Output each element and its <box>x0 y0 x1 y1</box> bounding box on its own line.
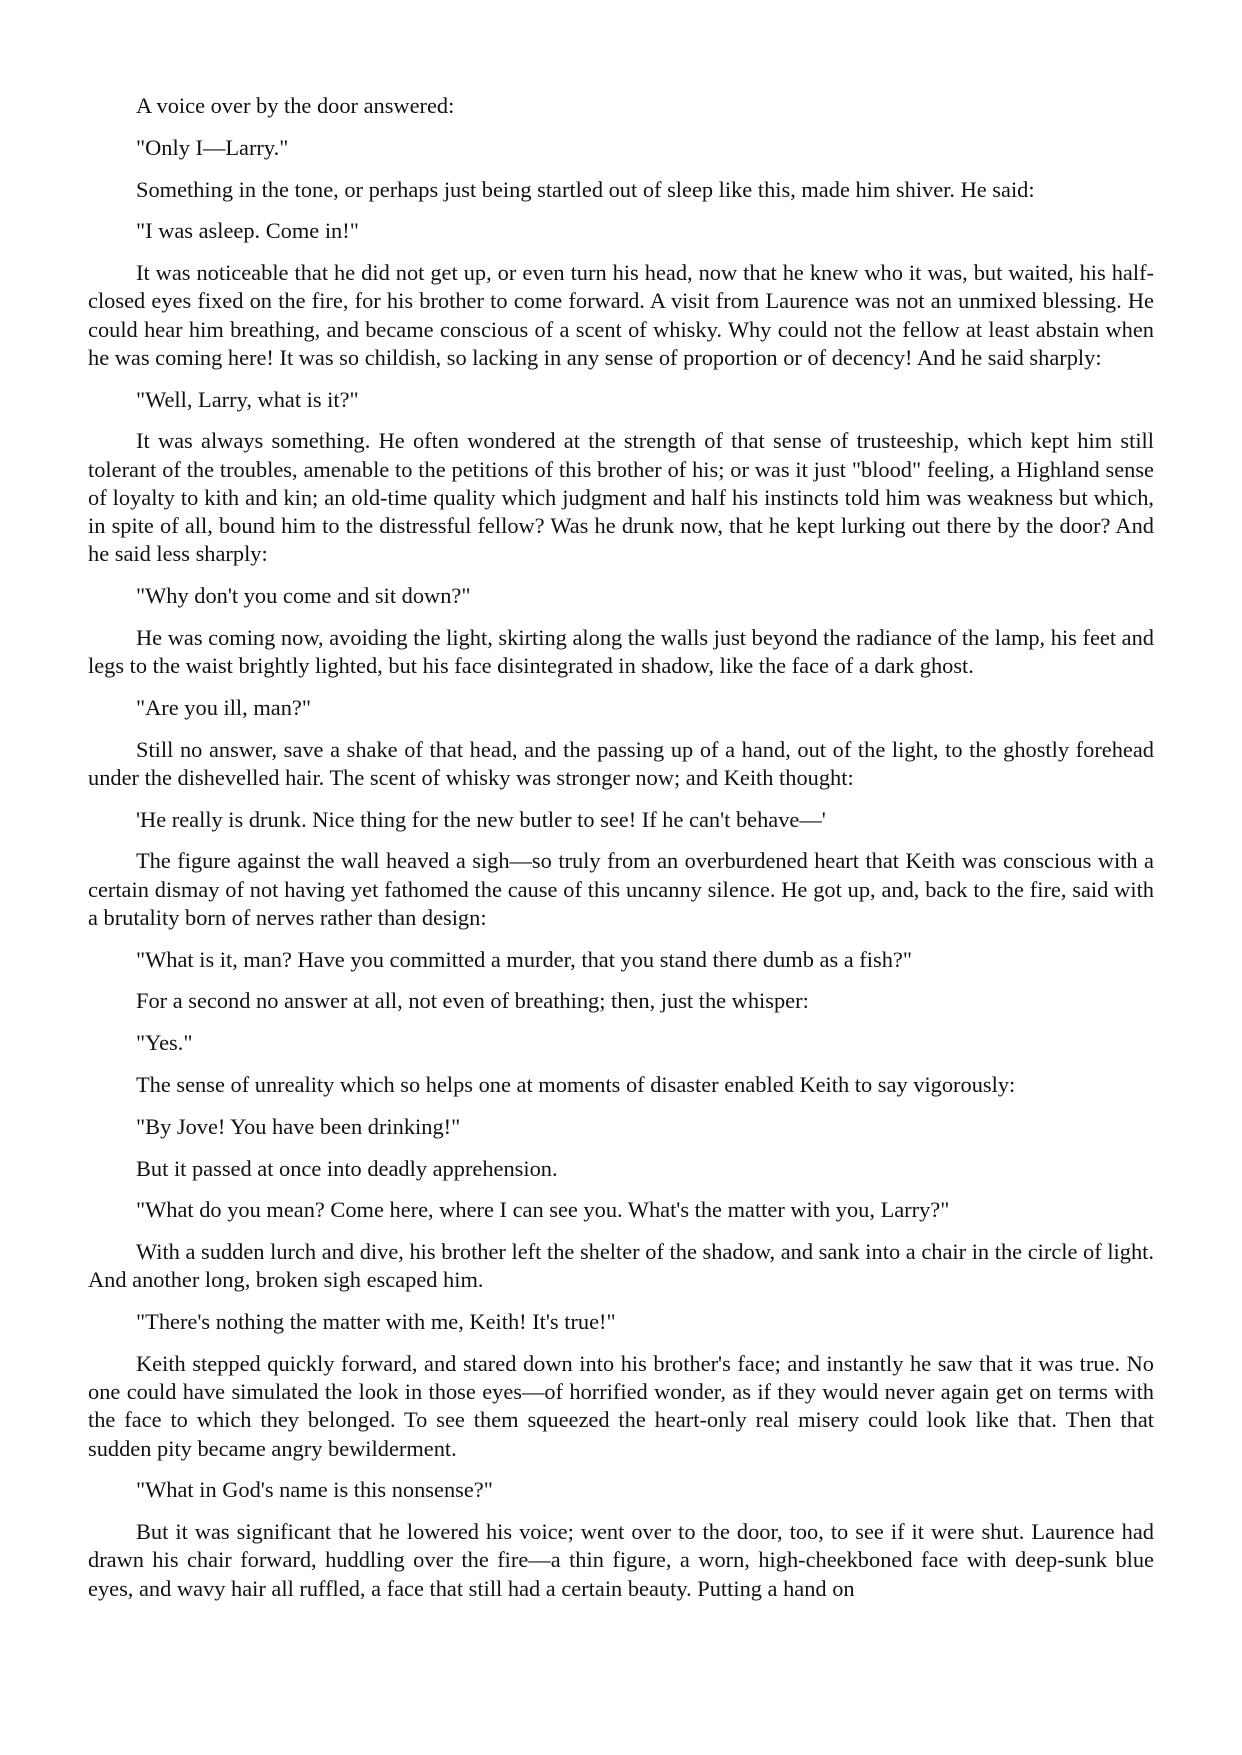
paragraph: "Are you ill, man?" <box>136 694 311 720</box>
paragraph: He was coming now, avoiding the light, skirting along the walls just beyond the radiance of the lamp, his feet and legs to the waist brightly lighted, but his face disintegrated in shadow, like the face of a dark ghost. <box>88 624 1154 678</box>
paragraph: Still no answer, save a shake of that head, and the passing up of a hand, out of the light, to the ghostly forehead under the dishevelled hair. The scent of whisky was stronger now; and Keith thought: <box>88 736 1154 790</box>
paragraph: "What is it, man? Have you committed a murder, that you stand there dumb as a fish?" <box>136 946 912 972</box>
paragraph: But it was significant that he lowered his voice; went over to the door, too, to see if it were shut. Laurence had drawn his chair forward, huddling over the fire—a thin figure, a worn, high-cheekboned face with deep-sunk blue eyes, and wavy hair all ruffled, a face that still had a certain beauty. Putting a hand on <box>88 1519 1154 1601</box>
paragraph: "What do you mean? Come here, where I can see you. What's the matter with you, Larry?" <box>136 1197 950 1223</box>
paragraph: Keith stepped quickly forward, and stared down into his brother's face; and instantly he saw that it was true. No one could have simulated the look in those eyes—of horrified wonder, as if they would never again get on terms with the face to which they belonged. To see them squeezed the heart-only real misery could look like that. Then that sudden pity became angry bewilderment. <box>88 1350 1154 1461</box>
paragraph: With a sudden lurch and dive, his brother left the shelter of the shadow, and sank into a chair in the circle of light. And another long, broken sigh escaped him. <box>88 1239 1154 1293</box>
paragraph: "Well, Larry, what is it?" <box>136 386 359 412</box>
paragraph: But it passed at once into deadly apprehension. <box>136 1155 558 1181</box>
document-page <box>88 92 1154 1616</box>
paragraph: "I was asleep. Come in!" <box>136 218 359 244</box>
paragraph: The sense of unreality which so helps one at moments of disaster enabled Keith to say vigorously: <box>136 1071 1016 1097</box>
paragraph: A voice over by the door answered: <box>136 93 455 118</box>
paragraph: "Yes." <box>136 1030 193 1056</box>
paragraph: 'He really is drunk. Nice thing for the new butler to see! If he can't behave—' <box>136 806 826 832</box>
paragraph: The figure against the wall heaved a sigh—so truly from an overburdened heart that Keith was conscious with a certain dismay of not having yet fathomed the cause of this uncanny silence. He got up, and, back to the fire, said with a brutality born of nerves rather than design: <box>88 848 1154 930</box>
paragraph: "Only I—Larry." <box>136 134 289 160</box>
paragraph: "By Jove! You have been drinking!" <box>136 1113 461 1139</box>
paragraph: Something in the tone, or perhaps just being startled out of sleep like this, made him shiver. He said: <box>136 176 1035 202</box>
paragraph: For a second no answer at all, not even of breathing; then, just the whisper: <box>136 988 809 1014</box>
paragraph: "Why don't you come and sit down?" <box>136 583 471 608</box>
paragraph: It was always something. He often wondered at the strength of that sense of trusteeship, which kept him still tolerant of the troubles, amenable to the petitions of this brother of his; or was it just "blood" feeling, a Highland sense of loyalty to kith and kin; an old-time quality which judgment and half his instincts told him was weakness but which, in spite of all, bound him to the distressful fellow? Was he drunk now, that he kept lurking out there by the door? And he said less sharply: <box>88 428 1154 567</box>
paragraph: "What in God's name is this nonsense?" <box>136 1477 493 1503</box>
paragraph: It was noticeable that he did not get up, or even turn his head, now that he knew who it was, but waited, his half-closed eyes fixed on the fire, for his brother to come forward. A visit from Laurence was not an unmixed blessing. He could hear him breathing, and became conscious of a scent of whisky. Why could not the fellow at least abstain when he was coming here! It was so childish, so lacking in any sense of proportion or of decency! And he said sharply: <box>88 260 1154 370</box>
paragraph: "There's nothing the matter with me, Keith! It's true!" <box>136 1309 616 1335</box>
